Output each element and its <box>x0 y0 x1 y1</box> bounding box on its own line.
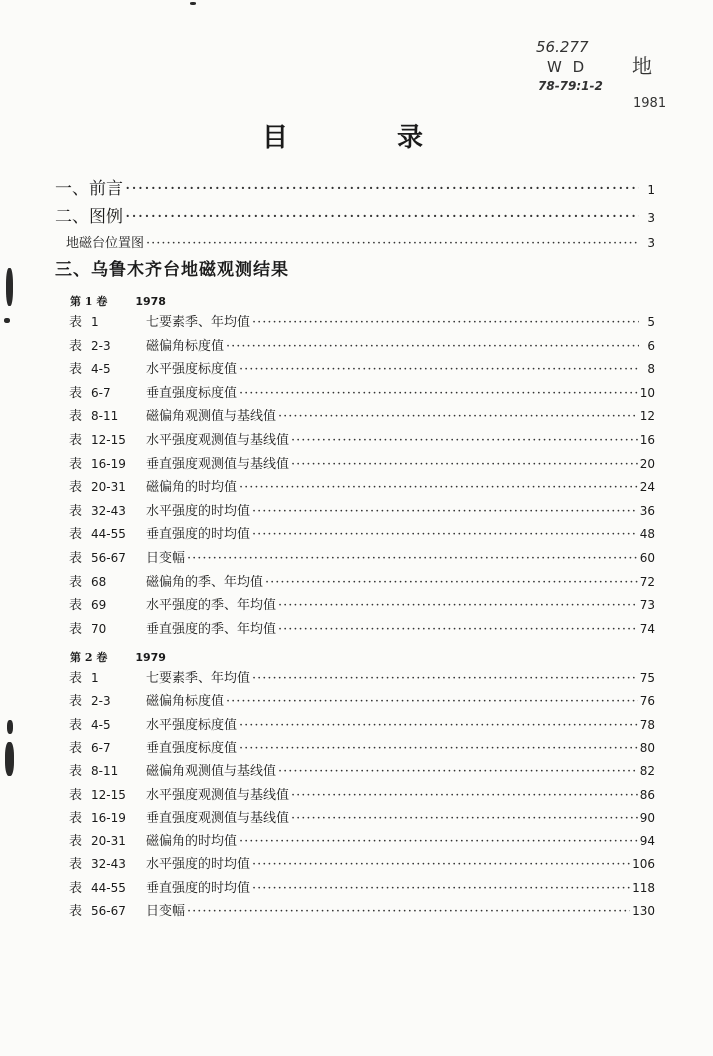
leader-dots <box>291 433 638 448</box>
table-number: 56-67 <box>91 904 126 918</box>
table-prefix: 表 <box>69 671 83 686</box>
table-prefix: 表 <box>69 834 83 850</box>
table-prefix: 表 <box>69 456 83 472</box>
table-number: 56-67 <box>91 551 126 565</box>
table-title: 七要素季、年均值 <box>146 671 251 686</box>
table-number: 12-15 <box>91 787 126 802</box>
table-prefix: 表 <box>69 362 83 378</box>
toc-page-number: 106 <box>632 857 655 872</box>
table-number: 8-11 <box>91 764 119 779</box>
toc-page-number: 10 <box>639 385 655 400</box>
table-prefix: 表 <box>69 694 83 710</box>
volume-heading-1 <box>70 293 166 309</box>
leader-dots <box>252 857 630 872</box>
table-number: 4-5 <box>91 362 111 377</box>
leader-dots <box>239 741 638 756</box>
page-title-char-1: 目 <box>262 123 289 153</box>
table-number: 44-55 <box>91 527 126 542</box>
table-prefix: 表 <box>69 621 83 637</box>
table-title: 垂直强度观测值与基线值 <box>146 810 290 826</box>
leader-dots <box>252 671 638 686</box>
toc-page-number: 48 <box>639 527 655 542</box>
toc-page-number: 16 <box>639 433 655 447</box>
table-prefix: 表 <box>69 880 83 896</box>
table-prefix: 表 <box>69 857 83 873</box>
toc-page-number: 78 <box>639 717 655 732</box>
table-title: 磁偏角的时均值 <box>146 834 238 850</box>
toc-page-number: 86 <box>639 787 655 802</box>
leader-dots <box>278 622 638 637</box>
toc-page-number: 75 <box>639 671 655 685</box>
leader-dots <box>187 904 630 919</box>
toc-page-number: 24 <box>639 480 655 495</box>
table-title: 水平强度的时均值 <box>146 503 251 519</box>
table-number: 1 <box>91 671 99 685</box>
table-number: 44-55 <box>91 880 126 895</box>
page-title-char-2: 录 <box>397 123 424 153</box>
toc-table-entry[interactable] <box>69 571 655 590</box>
toc-page-number: 1 <box>647 183 655 197</box>
toc-table-entry[interactable] <box>69 900 655 919</box>
leader-dots <box>252 504 638 519</box>
toc-table-entry[interactable] <box>69 853 655 872</box>
table-prefix: 表 <box>69 503 83 519</box>
toc-page-number: 5 <box>647 315 655 329</box>
toc-page-number: 60 <box>639 551 655 565</box>
table-title: 垂直强度标度值 <box>146 740 238 756</box>
table-title: 磁偏角观测值与基线值 <box>146 764 277 780</box>
table-title: 日变幅 <box>146 551 186 566</box>
toc-table-entry[interactable] <box>69 335 655 354</box>
table-title: 水平强度标度值 <box>146 362 238 378</box>
volume-label: 第 2 卷 <box>70 651 108 664</box>
toc-table-entry[interactable] <box>69 453 655 472</box>
toc-table-entry[interactable] <box>69 382 655 401</box>
leader-dots <box>278 409 638 424</box>
table-title: 磁偏角标度值 <box>146 338 225 354</box>
table-number: 1 <box>91 315 99 329</box>
leader-dots <box>291 788 638 803</box>
table-number: 68 <box>91 574 107 589</box>
table-prefix: 表 <box>69 480 83 496</box>
table-prefix: 表 <box>69 764 83 780</box>
toc-section-label: 二、图例 <box>55 207 123 227</box>
toc-table-entry[interactable] <box>69 523 655 542</box>
table-prefix: 表 <box>69 810 83 826</box>
table-title: 磁偏角的时均值 <box>146 480 238 496</box>
table-prefix: 表 <box>69 598 83 614</box>
volume-heading-2 <box>70 649 166 665</box>
table-number: 6-7 <box>91 740 111 755</box>
toc-page-number: 118 <box>632 880 655 895</box>
toc-page-number: 73 <box>639 598 655 613</box>
toc-table-entry[interactable] <box>69 807 655 826</box>
toc-page-number: 94 <box>639 834 655 849</box>
toc-table-entry[interactable] <box>69 405 655 424</box>
table-prefix: 表 <box>69 551 83 566</box>
toc-table-entry[interactable] <box>69 311 655 330</box>
leader-dots <box>239 834 638 849</box>
handwritten-category: 地 <box>632 54 652 78</box>
toc-page-number: 72 <box>639 574 655 589</box>
toc-table-entry[interactable] <box>69 618 655 637</box>
volume-year: 1979 <box>135 651 166 664</box>
volume-year: 1978 <box>135 295 166 308</box>
leader-dots <box>239 386 638 401</box>
handwritten-volume-code: 78-79:1-2 <box>538 79 603 93</box>
table-title: 水平强度的时均值 <box>146 857 251 873</box>
toc-table-entry[interactable] <box>69 476 655 495</box>
toc-section-legend[interactable] <box>55 202 655 227</box>
leader-dots <box>278 764 638 779</box>
toc-table-entry[interactable] <box>69 667 655 686</box>
table-prefix: 表 <box>69 717 83 733</box>
toc-table-entry[interactable] <box>69 500 655 519</box>
scan-speck <box>7 720 13 734</box>
leader-dots <box>252 527 638 542</box>
table-title: 水平强度观测值与基线值 <box>146 787 290 803</box>
table-prefix: 表 <box>69 409 83 425</box>
toc-subsection-map[interactable] <box>66 232 655 251</box>
table-title: 日变幅 <box>146 904 186 919</box>
toc-table-entry[interactable] <box>69 877 655 896</box>
table-title: 水平强度的季、年均值 <box>146 598 277 614</box>
table-number: 32-43 <box>91 503 126 518</box>
table-number: 2-3 <box>91 338 111 353</box>
table-title: 磁偏角的季、年均值 <box>146 574 264 590</box>
toc-page-number: 80 <box>639 740 655 755</box>
leader-dots <box>291 811 638 826</box>
toc-section-label: 一、前言 <box>55 179 123 199</box>
table-title: 垂直强度的季、年均值 <box>146 621 277 637</box>
table-title: 垂直强度的时均值 <box>146 527 251 543</box>
leader-dots <box>252 881 630 896</box>
toc-page-number: 36 <box>639 503 655 518</box>
toc-section-results-heading: 三、乌鲁木齐台地磁观测结果 <box>55 260 289 280</box>
table-number: 70 <box>91 621 107 636</box>
leader-dots <box>125 179 639 199</box>
toc-section-label: 地磁台位置图 <box>66 236 145 251</box>
table-title: 垂直强度标度值 <box>146 385 238 401</box>
leader-dots <box>226 694 638 709</box>
toc-page-number: 3 <box>647 211 655 225</box>
table-number: 20-31 <box>91 480 126 495</box>
toc-page-number: 130 <box>632 904 655 918</box>
toc-page-number: 8 <box>647 362 655 377</box>
leader-dots <box>239 362 639 377</box>
table-title: 七要素季、年均值 <box>146 315 251 330</box>
leader-dots <box>239 718 638 733</box>
leader-dots <box>278 598 638 613</box>
toc-page-number: 76 <box>639 694 655 709</box>
table-number: 2-3 <box>91 694 111 709</box>
leader-dots <box>291 457 638 472</box>
table-number: 6-7 <box>91 385 111 400</box>
table-number: 4-5 <box>91 717 111 732</box>
scan-speck <box>6 268 13 306</box>
leader-dots <box>265 575 638 590</box>
leader-dots <box>239 480 638 495</box>
leader-dots <box>226 339 639 354</box>
toc-table-entry[interactable] <box>69 737 655 756</box>
table-title: 水平强度观测值与基线值 <box>146 433 290 448</box>
toc-table-entry[interactable] <box>69 690 655 709</box>
table-prefix: 表 <box>69 338 83 354</box>
toc-page-number: 12 <box>639 409 655 424</box>
leader-dots <box>187 551 638 566</box>
table-title: 磁偏角观测值与基线值 <box>146 409 277 425</box>
toc-table-entry[interactable] <box>69 594 655 613</box>
toc-page-number: 82 <box>639 764 655 779</box>
handwritten-year: 1981 <box>633 96 667 111</box>
toc-page-number: 90 <box>639 810 655 825</box>
table-number: 69 <box>91 598 107 613</box>
leader-dots <box>125 207 639 227</box>
leader-dots <box>252 315 639 330</box>
scan-speck <box>5 742 14 776</box>
table-number: 32-43 <box>91 857 126 872</box>
scan-speck <box>4 318 10 323</box>
table-prefix: 表 <box>69 527 83 543</box>
table-prefix: 表 <box>69 904 83 919</box>
scan-speck <box>190 2 196 5</box>
toc-table-entry[interactable] <box>69 784 655 803</box>
toc-table-entry[interactable] <box>69 547 655 566</box>
table-number: 20-31 <box>91 834 126 849</box>
table-title: 磁偏角标度值 <box>146 694 225 710</box>
toc-page-number: 6 <box>647 338 655 353</box>
volume-label: 第 1 卷 <box>70 295 108 308</box>
toc-table-entry[interactable] <box>69 429 655 448</box>
table-prefix: 表 <box>69 315 83 330</box>
table-number: 16-19 <box>91 456 126 471</box>
handwritten-call-number: 56.277 <box>536 38 589 56</box>
toc-page-number: 74 <box>639 621 655 636</box>
handwritten-author-code: W D <box>547 58 588 76</box>
table-prefix: 表 <box>69 433 83 448</box>
toc-table-entry[interactable] <box>69 714 655 733</box>
toc-section-foreword[interactable] <box>55 174 655 199</box>
table-prefix: 表 <box>69 787 83 803</box>
toc-table-entry[interactable] <box>69 760 655 779</box>
table-number: 12-15 <box>91 433 126 447</box>
table-title: 垂直强度观测值与基线值 <box>146 456 290 472</box>
table-number: 8-11 <box>91 409 119 424</box>
toc-page-number: 3 <box>647 236 655 250</box>
table-title: 水平强度标度值 <box>146 717 238 733</box>
toc-table-entry[interactable] <box>69 358 655 377</box>
toc-page-number: 20 <box>639 456 655 471</box>
table-prefix: 表 <box>69 740 83 756</box>
table-title: 垂直强度的时均值 <box>146 880 251 896</box>
leader-dots <box>146 236 639 251</box>
table-prefix: 表 <box>69 574 83 590</box>
table-prefix: 表 <box>69 385 83 401</box>
table-number: 16-19 <box>91 810 126 825</box>
toc-table-entry[interactable] <box>69 830 655 849</box>
